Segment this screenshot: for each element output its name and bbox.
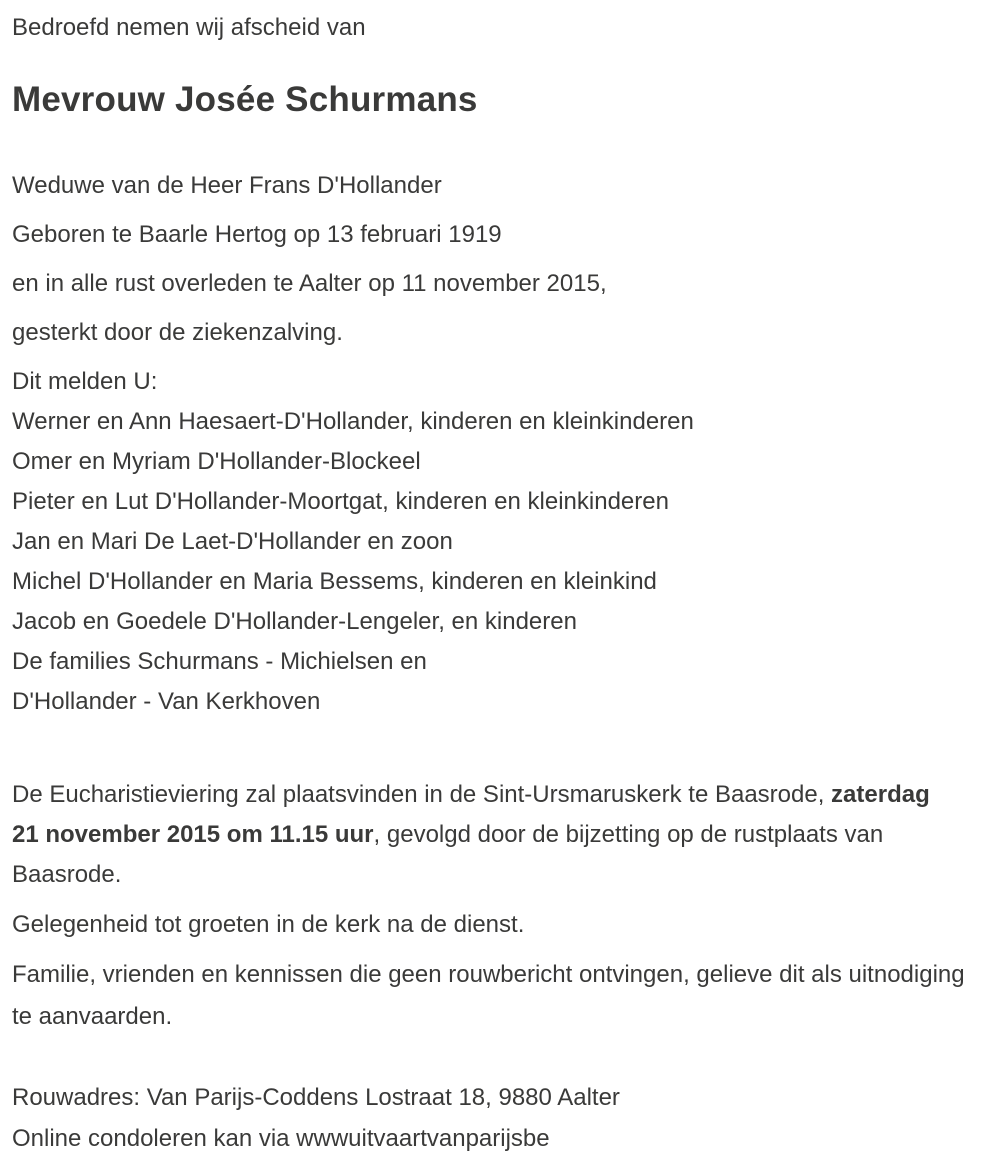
ceremony-text-before: De Eucharistieviering zal plaatsvinden in de Sint-Ursmaruskerk te Baasrode, bbox=[12, 781, 832, 808]
family-line: Pieter en Lut D'Hollander-Moortgat, kinderen en kleinkinderen bbox=[12, 488, 669, 515]
ceremony-paragraph bbox=[12, 775, 962, 895]
online-condolence-line: Online condoleren kan via wwwuitvaartvanparijsbe bbox=[12, 1125, 550, 1152]
lede-section bbox=[12, 166, 980, 353]
family-line: De families Schurmans - Michielsen en bbox=[12, 648, 427, 675]
invitation-paragraph: Familie, vrienden en kennissen die geen rouwbericht ontvingen, gelieve dit als uitnodiging te aanvaarden. bbox=[12, 961, 965, 1030]
family-line: Jan en Mari De Laet-D'Hollander en zoon bbox=[12, 528, 453, 555]
mourning-address-line: Rouwadres: Van Parijs-Coddens Lostraat 18, 9880 Aalter bbox=[12, 1084, 620, 1111]
family-line: D'Hollander - Van Kerkhoven bbox=[12, 688, 321, 715]
widow-line: Weduwe van de Heer Frans D'Hollander bbox=[12, 172, 442, 199]
born-line: Geboren te Baarle Hertog op 13 februari 1919 bbox=[12, 221, 502, 248]
deceased-name-title: Mevrouw Josée Schurmans bbox=[12, 80, 478, 119]
greeting-line: Gelegenheid tot groeten in de kerk na de dienst. bbox=[12, 911, 525, 938]
ceremony-datetime: zaterdag 21 november 2015 om 11.15 uur bbox=[12, 781, 930, 848]
family-line: Werner en Ann Haesaert-D'Hollander, kinderen en kleinkinderen bbox=[12, 408, 694, 435]
family-line: Omer en Myriam D'Hollander-Blockeel bbox=[12, 448, 421, 475]
announcement-section bbox=[12, 362, 980, 722]
died-line: en in alle rust overleden te Aalter op 11 november 2015, bbox=[12, 270, 607, 297]
sacrament-line: gesterkt door de ziekenzalving. bbox=[12, 319, 343, 346]
ceremony-text-after: , gevolgd door de bijzetting op de rustplaats van Baasrode. bbox=[12, 821, 884, 888]
announcement-heading: Dit melden U: bbox=[12, 368, 158, 395]
contact-section bbox=[12, 1077, 980, 1159]
intro-line: Bedroefd nemen wij afscheid van bbox=[12, 14, 366, 41]
family-line: Jacob en Goedele D'Hollander-Lengeler, en kinderen bbox=[12, 608, 577, 635]
family-line: Michel D'Hollander en Maria Bessems, kinderen en kleinkind bbox=[12, 568, 657, 595]
